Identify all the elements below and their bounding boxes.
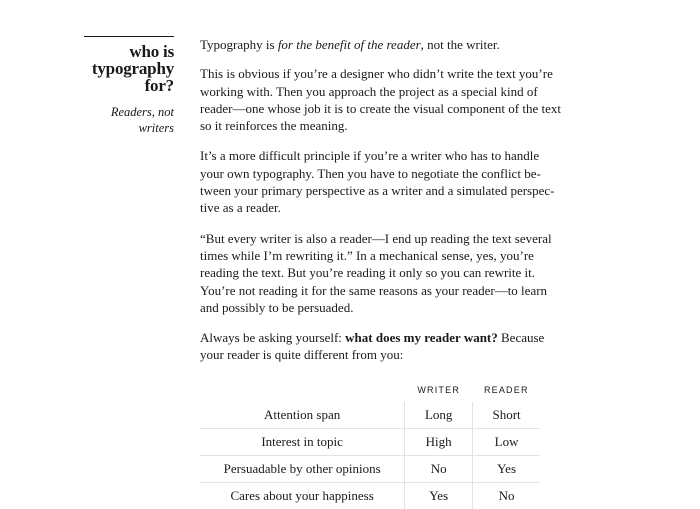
table-cell-writer: High (405, 429, 473, 456)
table-cell-attribute: Persuadable by other opinions (200, 456, 405, 483)
sidebar (84, 36, 174, 136)
paragraph-quote: “But every writer is also a reader—I end up reading the text several times while I’m rewriting it.” In a mechanical sense, yes, you’re reading the text. But you’re reading it only so you can rewrite it. You’re not reading it for the same reasons as your reader—to learn and possibly to be persuaded. (200, 230, 552, 315)
table-cell-reader: Short (473, 402, 540, 429)
comparison-table-wrapper (200, 382, 540, 509)
question-text-start: Always be asking yourself: (200, 330, 346, 346)
table-header-reader: READER (483, 384, 529, 395)
table-cell-reader: Low (473, 429, 540, 456)
table-cell-writer: Long (405, 402, 473, 429)
section-title-line-3: for? (144, 76, 174, 95)
table-cell-reader: No (473, 483, 540, 509)
paragraph-question (200, 329, 562, 364)
section-subtitle-line-1: Readers, not (110, 105, 174, 119)
section-title (84, 43, 174, 94)
main-content (200, 36, 562, 509)
table-header-writer: WRITER (417, 384, 461, 395)
table-header-blank (200, 382, 405, 402)
paragraph-designer: This is obvious if you’re a designer who didn’t write the text you’re working with. Then you approach the project as a special kind of reader—one whose job it is to create the visual component of the text so it reinforces the meaning. (200, 66, 561, 134)
intro-text-start: Typography is (200, 37, 278, 52)
table-cell-reader: Yes (473, 456, 540, 483)
section-subtitle (84, 104, 174, 136)
table-row (200, 456, 540, 483)
question-emphasis: what does my reader want? (345, 330, 498, 346)
table-cell-attribute: Attention span (264, 407, 341, 423)
section-title-line-2: typography (91, 59, 174, 78)
table-cell-attribute: Interest in topic (200, 429, 405, 456)
section-subtitle-line-2: writers (138, 121, 174, 135)
table-header-row (200, 382, 540, 402)
table-row (200, 429, 540, 456)
intro-emphasis: for the benefit of the reader (277, 37, 421, 52)
question-text-end: Because your reader is quite different from you: (200, 330, 545, 363)
paragraph-writer: It’s a more difficult principle if you’re a writer who has to handle your own typography. Then you have to negotiate the conflict between your primary perspective as a writer and a simulated perspective as a reader. (200, 148, 555, 216)
section-title-line-1: who is (129, 42, 174, 61)
table-row (200, 402, 540, 429)
table-cell-writer: No (405, 456, 473, 483)
table-cell-writer: Yes (405, 483, 473, 509)
writer-reader-comparison-table (200, 382, 540, 509)
paragraph-intro (200, 36, 562, 53)
table-cell-attribute: Cares about your happiness (200, 483, 405, 509)
intro-text-end: , not the writer. (420, 37, 500, 52)
